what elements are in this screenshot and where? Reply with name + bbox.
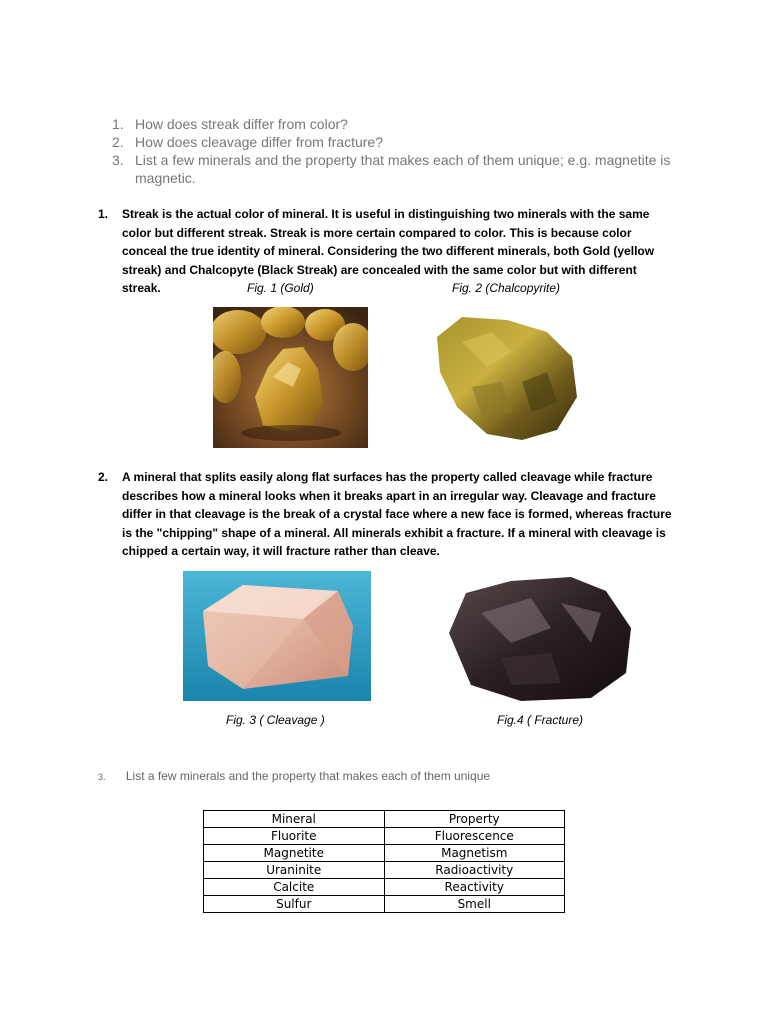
answer-text: A mineral that splits easily along flat surfaces has the property called cleavage while fracture describes how a mineral looks when it breaks apart in an irregular way. Cleavage and fracture differ in that cleavage is the break of a crystal face where a new face is formed, whereas fracture is the "chipping" shape of a mineral. All minerals exhibit a fracture. If a mineral with cleavage is chipped a certain way, it will fracture rather than cleave. bbox=[122, 470, 672, 559]
question-item bbox=[112, 115, 672, 133]
chalcopyrite-photo bbox=[432, 312, 580, 444]
table-row bbox=[204, 879, 565, 896]
table-cell: Sulfur bbox=[204, 896, 385, 913]
table-cell: Fluorescence bbox=[384, 828, 565, 845]
gold-photo bbox=[213, 307, 368, 448]
answer-3 bbox=[98, 769, 490, 783]
question-number: 2. bbox=[112, 134, 124, 150]
questions-list bbox=[112, 115, 672, 187]
table-cell: Magnetite bbox=[204, 845, 385, 862]
figure-caption-gold: Fig. 1 (Gold) bbox=[247, 281, 314, 295]
table-cell: Magnetism bbox=[384, 845, 565, 862]
table-row bbox=[204, 845, 565, 862]
table-cell: Calcite bbox=[204, 879, 385, 896]
fracture-photo bbox=[441, 573, 637, 703]
answer-number: 1. bbox=[98, 207, 109, 221]
answer-number: 3. bbox=[98, 772, 106, 782]
figure-caption-chalcopyrite: Fig. 2 (Chalcopyrite) bbox=[452, 281, 561, 295]
question-text: How does streak differ from color? bbox=[135, 116, 348, 132]
mineral-property-table bbox=[203, 810, 565, 913]
table-cell: Uraninite bbox=[204, 862, 385, 879]
table-cell: Radioactivity bbox=[384, 862, 565, 879]
table-row bbox=[204, 862, 565, 879]
answer-1 bbox=[98, 205, 673, 298]
table-cell: Smell bbox=[384, 896, 565, 913]
table-header-cell: Mineral bbox=[204, 811, 385, 828]
question-number: 3. bbox=[112, 152, 124, 168]
question-item bbox=[112, 133, 672, 151]
answer-text: Streak is the actual color of mineral. It is useful in distinguishing two minerals with the same color but different streak. Streak is more certain compared to color. This is because color conceal the true identity of mineral. Considering the two different minerals, both Gold (yellow streak) and Chalcopyte (Black Streak) are concealed with the same color but with different streak. bbox=[122, 207, 655, 296]
table-header-cell: Property bbox=[384, 811, 565, 828]
question-item bbox=[112, 151, 672, 187]
answer-text: List a few minerals and the property that makes each of them unique bbox=[125, 769, 491, 783]
table-header-row bbox=[204, 811, 565, 828]
table-row bbox=[204, 896, 565, 913]
table-cell: Reactivity bbox=[384, 879, 565, 896]
question-text: How does cleavage differ from fracture? bbox=[135, 134, 383, 150]
question-number: 1. bbox=[112, 116, 124, 132]
cleavage-photo bbox=[183, 571, 371, 701]
table-row bbox=[204, 828, 565, 845]
question-text: List a few minerals and the property that makes each of them unique; e.g. magnetite is magnetic. bbox=[135, 152, 671, 186]
figure-caption-fracture: Fig.4 ( Fracture) bbox=[497, 713, 584, 727]
answer-number: 2. bbox=[98, 470, 109, 484]
figure-caption-cleavage: Fig. 3 ( Cleavage ) bbox=[226, 713, 325, 727]
answer-2 bbox=[98, 468, 673, 561]
table-cell: Fluorite bbox=[204, 828, 385, 845]
